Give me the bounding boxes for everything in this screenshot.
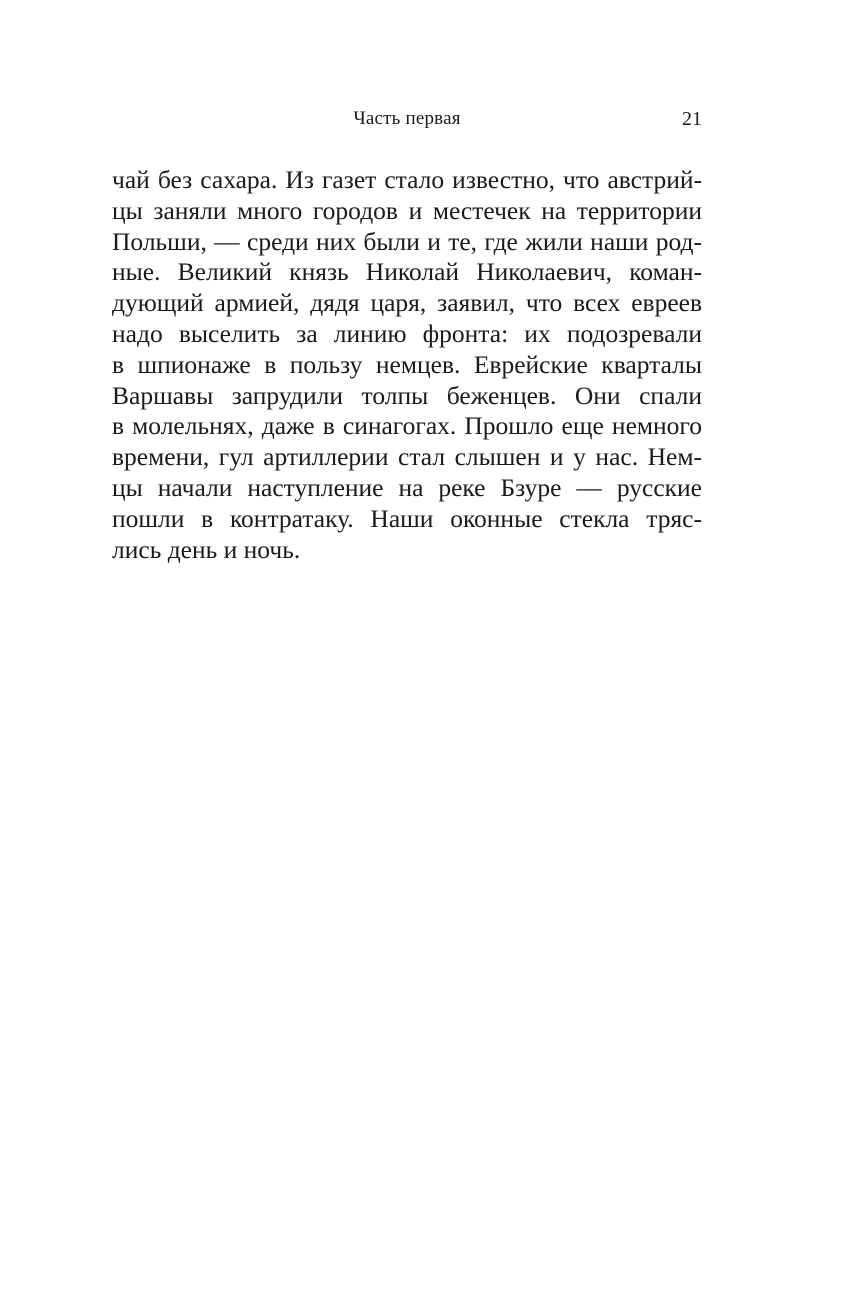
text-line: дующий армией, дядя царя, заявил, что всех евреев (112, 288, 702, 318)
body-paragraph (112, 165, 702, 565)
text-line: надо выселить за линию фронта: их подозревали (112, 318, 702, 348)
text-line: цы начали наступление на реке Бзуре — русские (112, 472, 702, 502)
text-line: ные. Великий князь Николай Николаевич, коман- (112, 257, 702, 287)
text-line: Польши, — среди них были и те, где жили наши род- (112, 226, 702, 256)
text-line: Варшавы запрудили толпы беженцев. Они спали (112, 380, 702, 410)
text-line: пошли в контратаку. Наши оконные стекла тряс- (112, 503, 702, 533)
running-header (112, 108, 702, 136)
text-line: в шпионаже в пользу немцев. Еврейские кварталы (112, 349, 702, 379)
text-line: чай без сахара. Из газет стало известно, что австрий- (112, 165, 702, 194)
text-line: цы заняли много городов и местечек на территории (112, 195, 702, 225)
text-line: лись день и ночь. (112, 534, 301, 564)
text-line: времени, гул артиллерии стал слышен и у нас. Нем- (112, 442, 702, 472)
section-title: Часть первая (353, 108, 461, 129)
text-line: в молельнях, даже в синагогах. Прошло еще немного (112, 411, 702, 441)
page-number: 21 (682, 108, 702, 130)
